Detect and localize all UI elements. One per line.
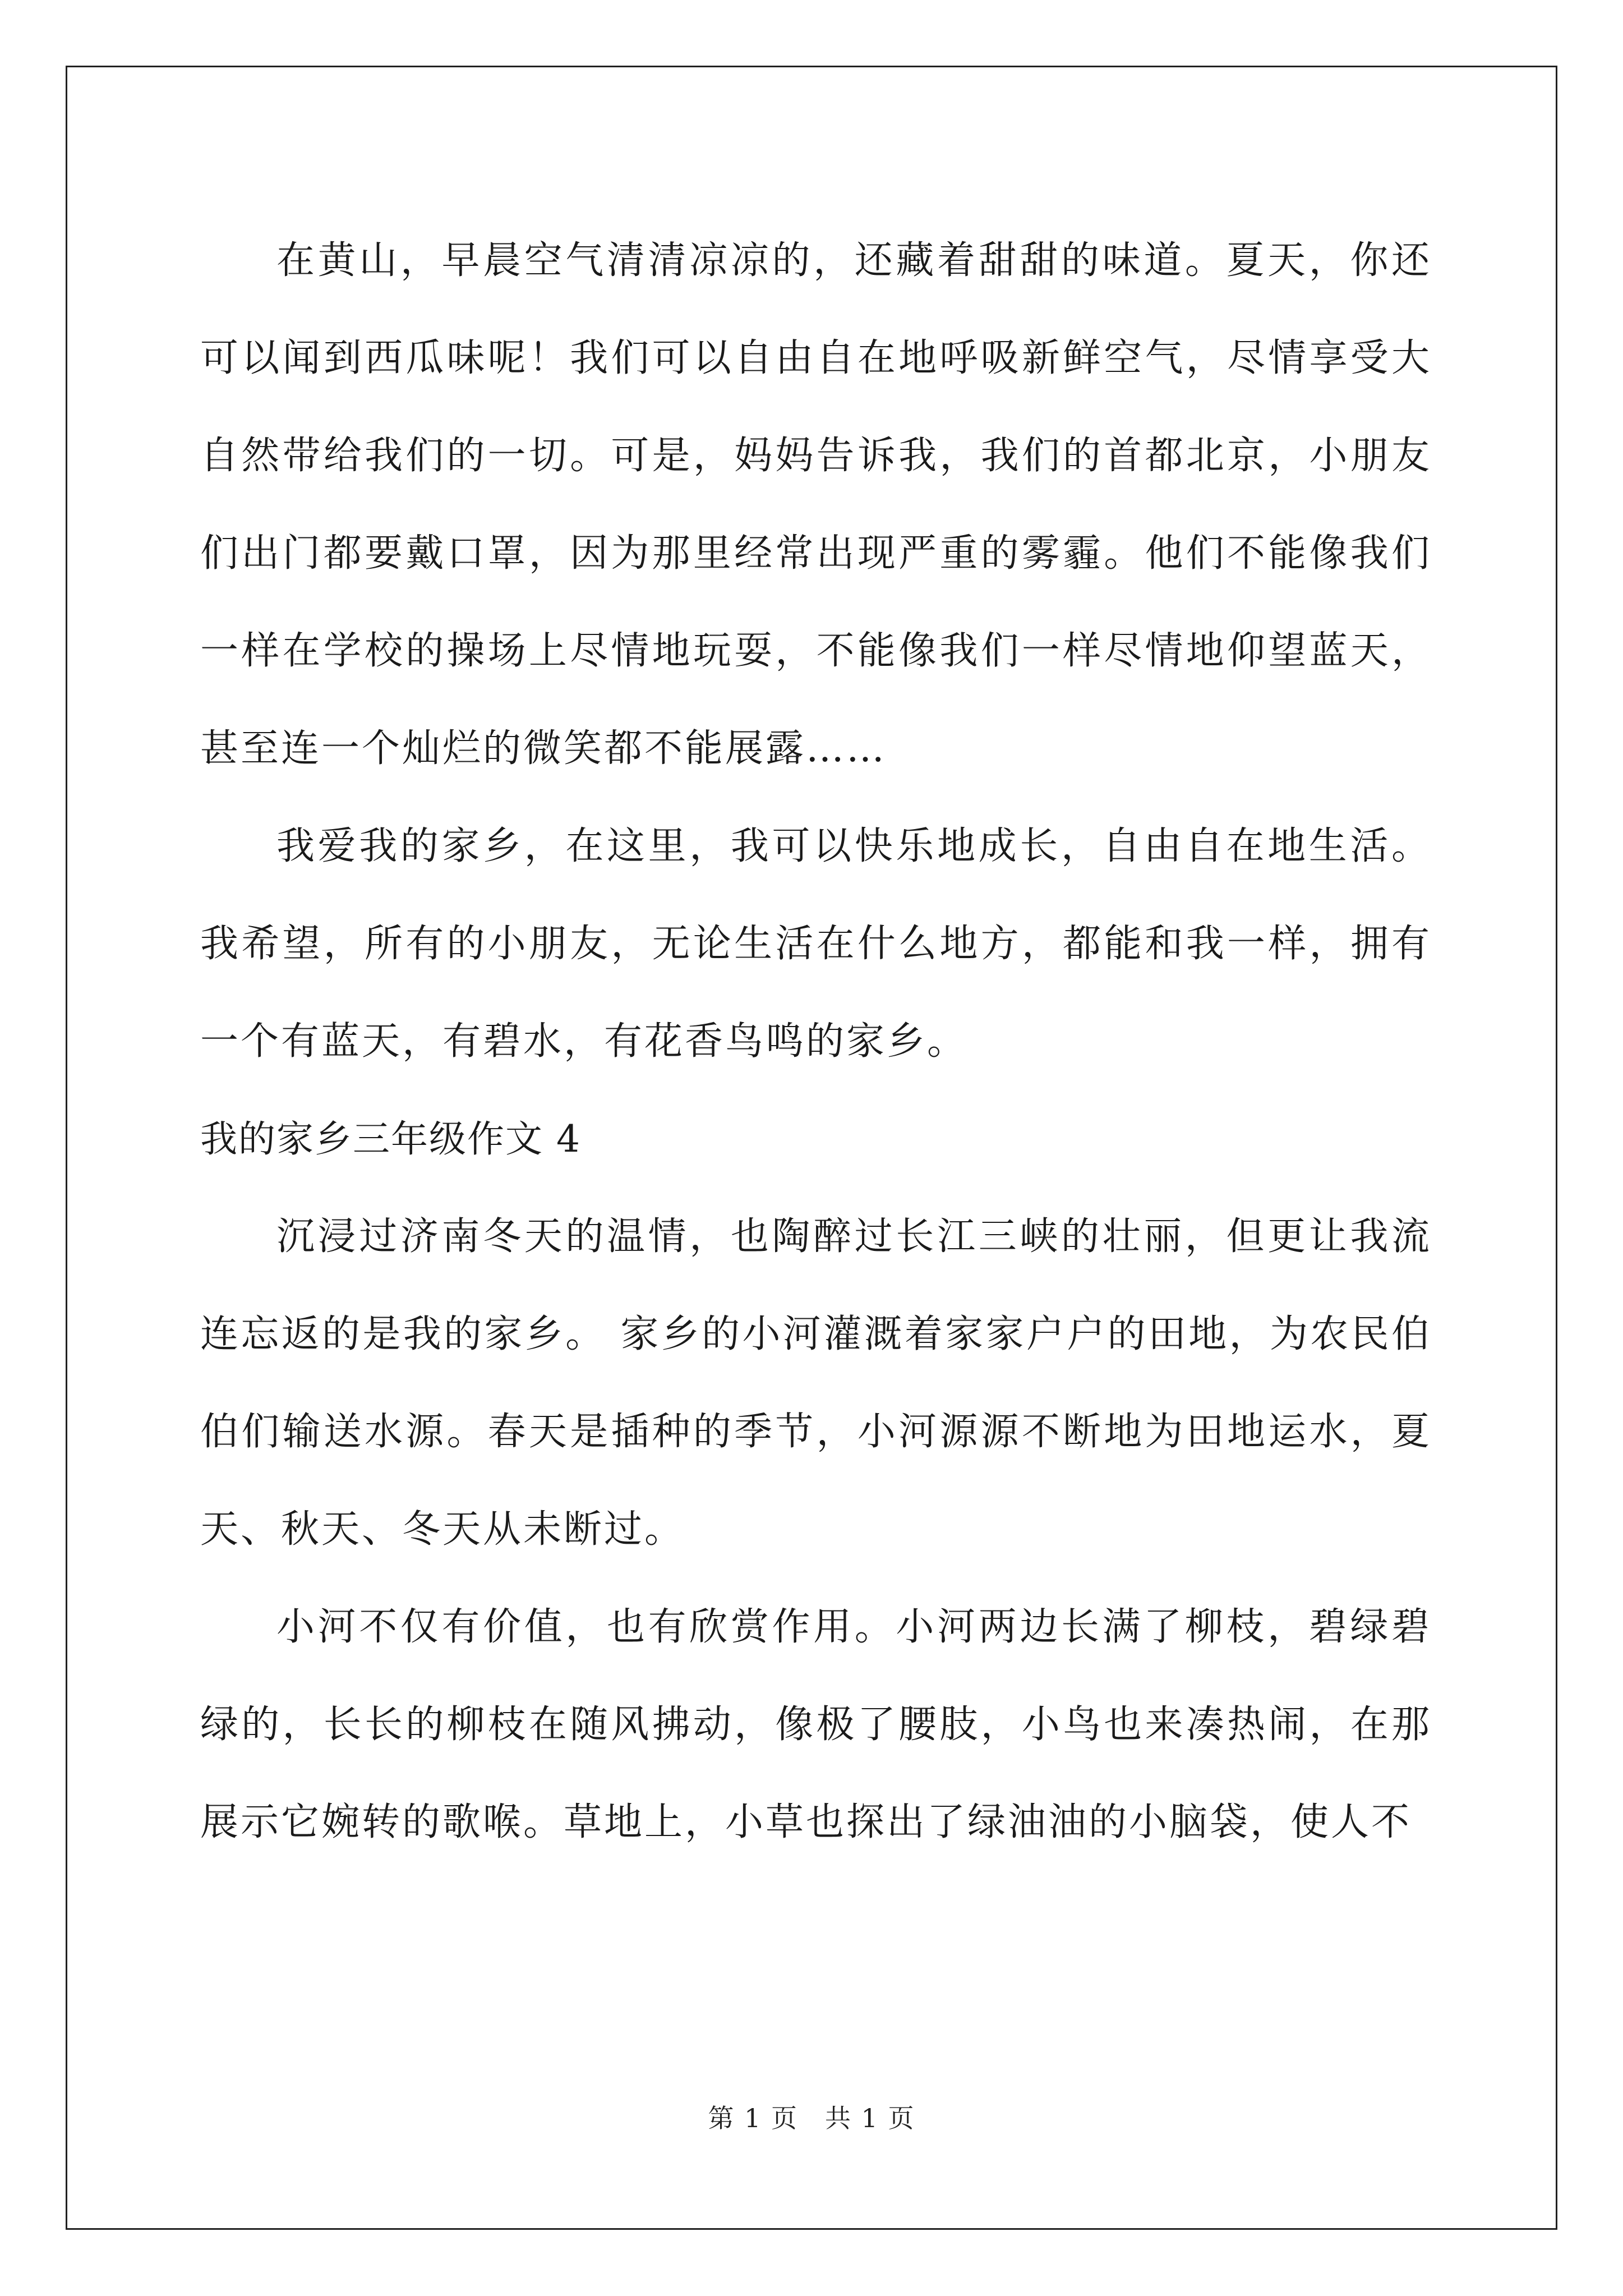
paragraph-3: 沉浸过济南冬天的温情，也陶醉过长江三峡的壮丽，但更让我流连忘返的是我的家乡。 家乡的小河灌溉着家家户户的田地，为农民伯伯们输送水源。春天是插种的季节，小河源源不断地为田地运水，夏天、秋天、冬天从未断过。 [200, 1214, 1432, 1552]
page-number: 第 1 页 [708, 2103, 798, 2133]
paragraph-4: 小河不仅有价值，也有欣赏作用。小河两边长满了柳枝，碧绿碧绿的，长长的柳枝在随风拂动，像极了腰肢，小鸟也来凑热闹，在那展示它婉转的歌喉。草地上，小草也探出了绿油油的小脑袋，使人不 [200, 1605, 1432, 1844]
page-footer [0, 2098, 1623, 2135]
paragraph-1: 在黄山，早晨空气清清凉凉的，还藏着甜甜的味道。夏天，你还可以闻到西瓜味呢！我们可以自由自在地呼吸新鲜空气，尽情享受大自然带给我们的一切。可是，妈妈告诉我，我们的首都北京，小朋友们出门都要戴口罩，因为那里经常出现严重的雾霾。他们不能像我们一样在学校的操场上尽情地玩耍，不能像我们一样尽情地仰望蓝天，甚至连一个灿烂的微笑都不能展露…… [200, 238, 1432, 771]
document-body [200, 212, 1432, 1871]
page-total: 共 1 页 [825, 2103, 915, 2133]
section-title: 我的家乡三年级作文 4 [200, 1117, 581, 1161]
paragraph-2: 我爱我的家乡，在这里，我可以快乐地成长，自由自在地生活。我希望，所有的小朋友，无论生活在什么地方，都能和我一样，拥有一个有蓝天，有碧水，有花香鸟鸣的家乡。 [200, 824, 1432, 1064]
